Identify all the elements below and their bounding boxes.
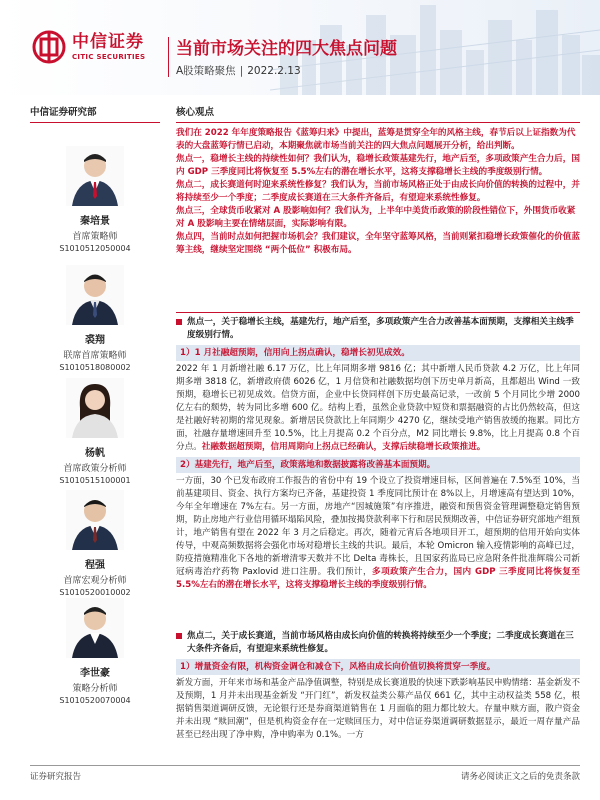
header-divider [168, 37, 169, 77]
analyst-role: 首席策略师 [72, 232, 118, 242]
focus-two-point-1-body: 新发方面，开年来市场和基金产品净值调整，特别是成长赛道股的快速下跌影响基民申购情绪：基金新发不及预期，1 月并未出现基金新发 “开门红”，新发权益类公募产品仅 661 亿，其中主动权益类 558 亿，根据销售渠道调研反馈，无论银行还是券商渠道销售在 1 月面临的阻力都比较大。存量申赎方面，散户资金并未出现 “赎回潮”，但是机构资金存在一定赎回压力，对中信证券渠道调研数据显示，最近一周存量产品甚至已经出现了净申购，净申购率为 0.1%。一方 [176, 678, 580, 740]
focus-one-point-2: 2）基建先行，地产后至，政策落地和数据披露将改善基本面预期。 [176, 457, 580, 473]
analyst-photo-avatar [66, 490, 124, 550]
red-square-bullet-icon [176, 633, 182, 639]
analyst-photo-avatar [66, 265, 124, 325]
focus-two-section [176, 630, 580, 742]
analyst-name: 秦培景 [80, 216, 110, 227]
analyst-card [30, 146, 160, 253]
focus-one-heading: 焦点一，关于稳增长主线，基建先行，地产后至，多项政策产生合力改善基本面预期，支撑相关主线季度级别行情。 [176, 316, 580, 342]
analyst-card [30, 490, 160, 597]
analyst-role: 策略分析师 [72, 684, 118, 694]
analyst-license-code: S1010520070004 [59, 696, 131, 705]
analyst-role: 联席首席策略师 [63, 351, 127, 361]
footer-report-type: 证券研究报告 [30, 772, 82, 782]
logo-english-name: CITIC SECURITIES [72, 53, 146, 61]
key-views-label: 核心观点 [176, 104, 580, 123]
analyst-photo-avatar [66, 598, 124, 658]
citic-logo-mark-icon [32, 30, 66, 64]
focus-one-point-1-body: 2022 年 1 月新增社融 6.17 万亿，比上年同期多增 9816 亿；其中新增人民币贷款 4.2 万亿，比上年同期多增 3818 亿，新增政府债 6026 亿，1 月信贷和社融数据均创下历史单月新高，且都超出 Wind 一致预期，稳增长已初见成效。信贷方面，企业中长贷同样创下历史最高记录，一改前 5 个月同比少增 2000 亿左右的颓势，转为同比多增 600 亿。结构上看，虽然企业贷款中短贷和票据融资的占比仍然较高，但这是社融好转初期的常见现象。新增居民贷款比上年同期少 4270 亿，继续受地产销售放缓的拖累。同比方面，社融存量增速回升至 10.5%，比上月提高 0.2 个百分点，M2 同比增长 9.8%，比上月提高 0.8 个百分点。社融数据超预期，信用周期向上拐点已经确认，支撑后续稳增长政策推进。 [176, 364, 580, 452]
logo-chinese-name: 中信证券 [72, 32, 144, 52]
report-date: 2022.2.13 [247, 65, 301, 77]
analyst-license-code: S1010520010002 [59, 588, 131, 597]
analyst-name: 裘翔 [85, 335, 105, 346]
footer-divider [30, 765, 580, 766]
key-views-column [176, 104, 580, 123]
analyst-license-code: S1010515100001 [59, 476, 131, 485]
focus-two-point-1: 1）增量资金有限，机构资金调仓和减仓下，风格由成长向价值切换将贯穿一季度。 [176, 659, 580, 675]
report-title: 当前市场关注的四大焦点问题 [176, 39, 397, 59]
focus-one-section [176, 316, 580, 592]
focus-one-point-1: 1）1 月社融超预期，信用向上拐点确认，稳增长初见成效。 [176, 345, 580, 361]
report-header [0, 0, 600, 95]
report-subtitle: A股策略聚焦 | 2022.2.13 [176, 65, 301, 77]
analyst-photo-avatar [66, 146, 124, 206]
analyst-license-code: S1010512050004 [59, 244, 131, 253]
footer-disclaimer: 请务必阅读正文之后的免责条款 [460, 772, 580, 782]
focus-one-point-2-body: 一方面，30 个已发布政府工作报告的省份中有 19 个设立了投资增速目标，区间普遍在 7.5%至 10%，当前基建项目、资金、执行方案均已齐备，基建投资 1 季度同比预计在 8%以上，月增速高有望达到 10%，今年全年增速在 7%左右。另一方面，房地产“因城施策”有序推进，融资和预售资金管理调整稳定销售预期，防止房地产行业信用循环塌陷风险，叠加按揭贷款利率下行和居民预期改善，中信证券研究部地产组预计，地产销售有望在 2022 年 3 月之后稳定。再次，随着元宵后各地项目开工，超预期的信用开始向实体传导，中观高频数据将会强化市场对稳增长主线的共识。最后，本轮 Omicron 输入疫情影响的高峰已过，防疫措施精准化下各地的新增清零天数并不比 Delta 毒株长，且国家药监局已应急附条件批准辉瑞公司新冠病毒治疗药物 Paxlovid 进口注册。我们预计，多项政策产生合力，国内 GDP 三季度同比将恢复至 5.5%左右的潜在增长水平，这将支撑稳增长主线的季度级别行情。 [176, 476, 580, 590]
analyst-photo-avatar [66, 378, 124, 438]
analyst-card [30, 598, 160, 705]
key-intro: 我们在 2022 年年度策略报告《蓝筹归来》中提出，蓝筹是贯穿全年的风格主线，春节后以上证指数为代表的大盘蓝筹行情已启动，本期聚焦就市场当前关注的四大焦点问题展开分析，给出判断。 [176, 128, 576, 151]
analyst-role: 首席政策分析师 [63, 464, 127, 474]
citic-logo [32, 30, 145, 64]
analyst-license-code: S1010518080002 [59, 363, 131, 372]
analyst-card [30, 265, 160, 372]
report-series: A股策略聚焦 [176, 65, 236, 77]
section-divider [176, 312, 580, 313]
focus-two-heading: 焦点二，关于成长赛道，当前市场风格由成长向价值的转换将持续至少一个季度；二季度成长赛道在三大条件齐备后，有望迎来系统性修复。 [176, 630, 580, 656]
red-square-bullet-icon [176, 319, 182, 325]
research-dept-label: 中信证券研究部 [30, 104, 160, 123]
research-dept-column [30, 104, 160, 123]
key-focus-3: 焦点三，全球货币收紧对 A 股影响如何？我们认为，上半年中美货币政策的阶段性错位下，外围货币收紧对 A 股影响主要在情绪层面，实际影响有限。 [176, 206, 576, 229]
key-focus-2: 焦点二，成长赛道何时迎来系统性修复？我们认为，当前市场风格正处于由成长向价值的转换的过程中，并将持续至少一个季度；二季度成长赛道在三大条件齐备后，有望迎来系统性修复。 [176, 180, 580, 203]
analyst-card [30, 378, 160, 485]
analyst-role: 首席宏观分析师 [63, 576, 127, 586]
analyst-name: 杨帆 [85, 448, 105, 459]
analyst-name: 程强 [85, 560, 105, 571]
key-focus-4: 焦点四，当前时点如何把握市场机会？我们建议，全年坚守蓝筹风格，当前则紧扣稳增长政策催化的价值蓝筹主线，继续坚定围绕 “两个低位” 积极布局。 [176, 232, 580, 255]
analyst-name: 李世豪 [80, 668, 110, 679]
key-views-summary [176, 127, 580, 257]
key-focus-1: 焦点一，稳增长主线的持续性如何？我们认为，稳增长政策基建先行，地产后至，多项政策产生合力后，国内 GDP 三季度同比将恢复至 5.5%左右的潜在增长水平，这将支撑稳增长主线的季度级别行情。 [176, 154, 580, 177]
